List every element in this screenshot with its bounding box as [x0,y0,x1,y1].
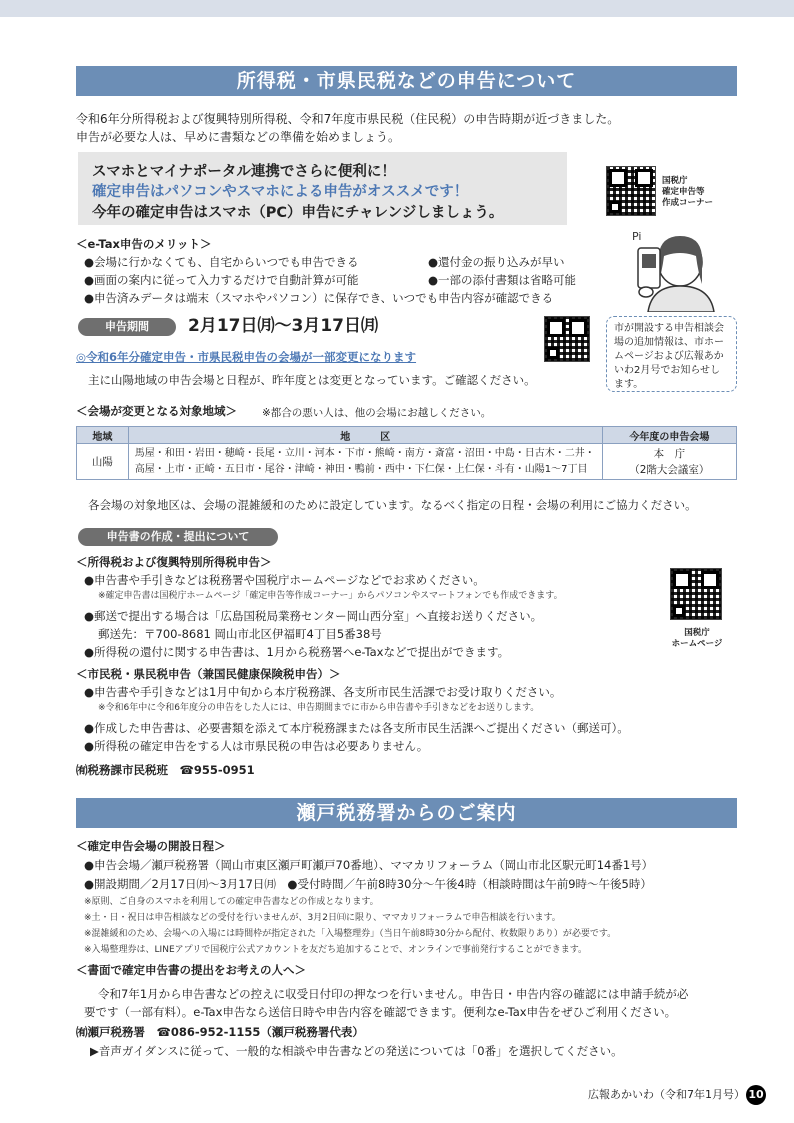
schedule-note-2: ※土・日・祝日は申告相談などの受付を行いませんが、3月2日㈰に限り、ママカリフォーラムで申告相談を行います。 [84,913,561,923]
schedule-item-2: ●開設期間／2月17日㈪～3月17日㈪ ●受付時間／午前8時30分～午後4時（相談時間は午前9時～午後5時） [84,877,652,891]
area-table-venue-2: （2階大会議室） [629,463,710,476]
page-number: 10 [746,1085,766,1105]
table-row [77,444,737,480]
income-item-2: ※確定申告書は国税庁ホームページ「確定申告等作成コーナー」からパソコンやスマートフォンでも作成できます。 [98,591,563,601]
city-item-3: ●作成した申告書は、必要書類を添えて本庁税務課または各支所市民生活課へご提出ください（郵送可）。 [84,721,629,735]
area-table-districts [128,444,602,480]
city-item-1: ●申告書や手引きなどは1月中旬から本庁税務課、各支所市民生活課でお受け取りください。 [84,685,562,699]
income-tax-heading: ＜所得税および復興特別所得税申告＞ [76,555,272,569]
qr-home-caption-1: 国税庁 [684,628,710,638]
income-item-5: ●所得税の還付に関する申告書は、1月から税務署へe-Taxなどで提出ができます。 [84,645,510,659]
footer-publication: 広報あかいわ（令和7年1月号） [588,1088,745,1101]
section-title-tax-filing: 所得税・市県民税などの申告について [76,66,737,96]
area-heading: ＜会場が変更となる対象地域＞ [76,404,237,418]
schedule-note-3: ※混雑緩和のため、会場への入場には時間枠が指定された「入場整理券」（当日午前8時30分から配付、枚数限りあり）が必要です。 [84,929,617,939]
filing-period-label: 申告期間 [78,318,176,336]
filing-period-value: 2月17日㈪～3月17日㈪ [188,316,378,336]
area-table-header-district: 地 区 [128,427,602,444]
schedule-note-1: ※原則、ご自身のスマホを利用しての確定申告書などの作成となります。 [84,897,379,907]
area-table-region: 山陽 [77,444,129,480]
etax-merit-1: ●会場に行かなくても、自宅からいつでも申告できる [84,255,359,269]
svg-text:Pi: Pi [632,230,642,243]
area-table [76,426,737,480]
intro-line-2: 申告が必要な人は、早めに書類などの準備を始めましょう。 [76,130,401,144]
venue-change-text: 主に山陽地域の申告会場と日程が、昨年度とは変更となっています。ご確認ください。 [88,373,536,387]
schedule-note-4: ※入場整理券は、LINEアプリで国税庁公式アカウントを友だち追加することで、オンラインで事前発行することができます。 [84,945,588,955]
etax-merit-5: ●申告済みデータは端末（スマホやパソコン）に保存でき、いつでも申告内容が確認できる [84,291,554,305]
etax-merit-4: ●一部の添付書類は省略可能 [428,273,577,287]
city-item-4: ●所得税の確定申告をする人は市県民税の申告は必要ありません。 [84,739,429,753]
qr-nta-caption-1: 国税庁 [662,176,688,186]
paper-filing-text-1: 令和7年1月から申告書などの控えに収受日付印の押なつを行いません。申告日・申告内容の確認には申請手続が必 [98,987,689,1001]
contact-tel-2[interactable]: ☎086-952-1155（瀬戸税務署代表） [156,1025,364,1039]
qr-code-city-info[interactable] [544,316,590,362]
income-item-3: ●郵送で提出する場合は「広島国税局業務センター岡山西分室」へ直接お送りください。 [84,609,543,623]
income-item-4: 郵送先：〒700-8681 岡山市北区伊福町4丁目5番38号 [98,627,382,641]
paper-filing-heading: ＜書面で確定申告書の提出をお考えの人へ＞ [76,963,306,977]
contact-name-1: 税務課市民税班 [87,763,168,777]
city-tax-heading: ＜市民税・県民税申告（兼国民健康保険税申告）＞ [76,667,341,681]
schedule-item-1: ●申告会場／瀬戸税務署（岡山市東区瀬戸町瀬戸70番地）、ママカリフォーラム（岡山市北区駅元町14番1号） [84,858,654,872]
qr-nta-caption [662,176,713,209]
qr-nta-caption-2: 確定申告等 [662,187,705,197]
income-item-1: ●申告書や手引きなどは税務署や国税庁ホームページなどでお求めください。 [84,573,485,587]
contact-tax-division [76,762,255,779]
venue-change-notice: ◎令和6年分確定申告・市県民税申告の会場が一部変更になります [76,350,417,364]
area-table-venue-1: 本 庁 [653,447,686,460]
contact-name-2: 瀬戸税務署 [87,1025,145,1039]
highlight-box [78,152,567,225]
after-table-text: 各会場の対象地区は、会場の混雑緩和のために設定しています。なるべく指定の日程・会場の利用にご協力ください。 [88,498,697,512]
submission-label: 申告書の作成・提出について [78,528,278,546]
city-item-2: ※令和6年中に令和6年度分の申告をした人には、申告期間までに市から申告書や手引きなどをお送りします。 [98,703,540,713]
qr-home-caption-2: ホームページ [671,639,723,649]
contact-seto-office [76,1024,364,1041]
person-with-phone-illustration [618,228,722,312]
contact-tel-1[interactable]: ☎955-0951 [179,763,255,777]
contact-mark-2: ㈲ [76,1025,88,1039]
schedule-heading: ＜確定申告会場の開設日程＞ [76,839,226,853]
area-table-districts-1: 馬屋・和田・岩田・穂崎・長尾・立川・河本・下市・熊崎・南方・斎富・沼田・中島・日古木・二井・ [134,447,595,459]
highlight-line-2: 確定申告はパソコンやスマホによる申告がオススメです！ [92,184,469,200]
area-table-venue [602,444,736,480]
area-table-districts-2: 高屋・上市・正崎・五日市・尾谷・津崎・神田・鴨前・西中・下仁保・上仁保・斗有・山陽1～7丁目 [134,463,588,475]
top-band [0,0,794,17]
etax-merit-2: ●還付金の振り込みが早い [428,255,565,269]
qr-code-nta-home[interactable] [670,568,722,620]
etax-merit-3: ●画面の案内に従って入力するだけで自動計算が可能 [84,273,359,287]
highlight-line-3: 今年の確定申告はスマホ（PC）申告にチャレンジしましょう。 [92,205,504,221]
qr-nta-caption-3: 作成コーナー [662,198,714,208]
voice-guidance: ▶音声ガイダンスに従って、一般的な相談や申告書などの発送については「0番」を選択してください。 [90,1044,623,1058]
paper-filing-text-2: 要です（一部有料）。e-Tax申告なら送信日時や申告内容を確認できます。便利なe-Tax申告をぜひご利用ください。 [84,1005,677,1019]
area-table-header [77,427,737,444]
qr-code-nta-filing[interactable] [606,166,656,216]
intro-line-1: 令和6年分所得税および復興特別所得税、令和7年度市県民税（住民税）の申告時期が近づきました。 [76,112,620,126]
qr-home-caption [668,628,726,650]
area-note: ※都合の悪い人は、他の会場にお越しください。 [262,407,492,419]
contact-mark-1: ㈲ [76,763,88,777]
area-table-header-venue: 今年度の申告会場 [602,427,736,444]
section-title-seto-tax-office: 瀬戸税務署からのご案内 [76,798,737,828]
area-table-header-region: 地域 [77,427,129,444]
highlight-line-1: スマホとマイナポータル連携でさらに便利に！ [92,164,396,180]
city-consultation-note: 市が開設する申告相談会場の追加情報は、市ホームページおよび広報あかいわ2月号でお知らせします。 [606,316,737,392]
etax-heading: ＜e-Tax申告のメリット＞ [76,237,212,251]
